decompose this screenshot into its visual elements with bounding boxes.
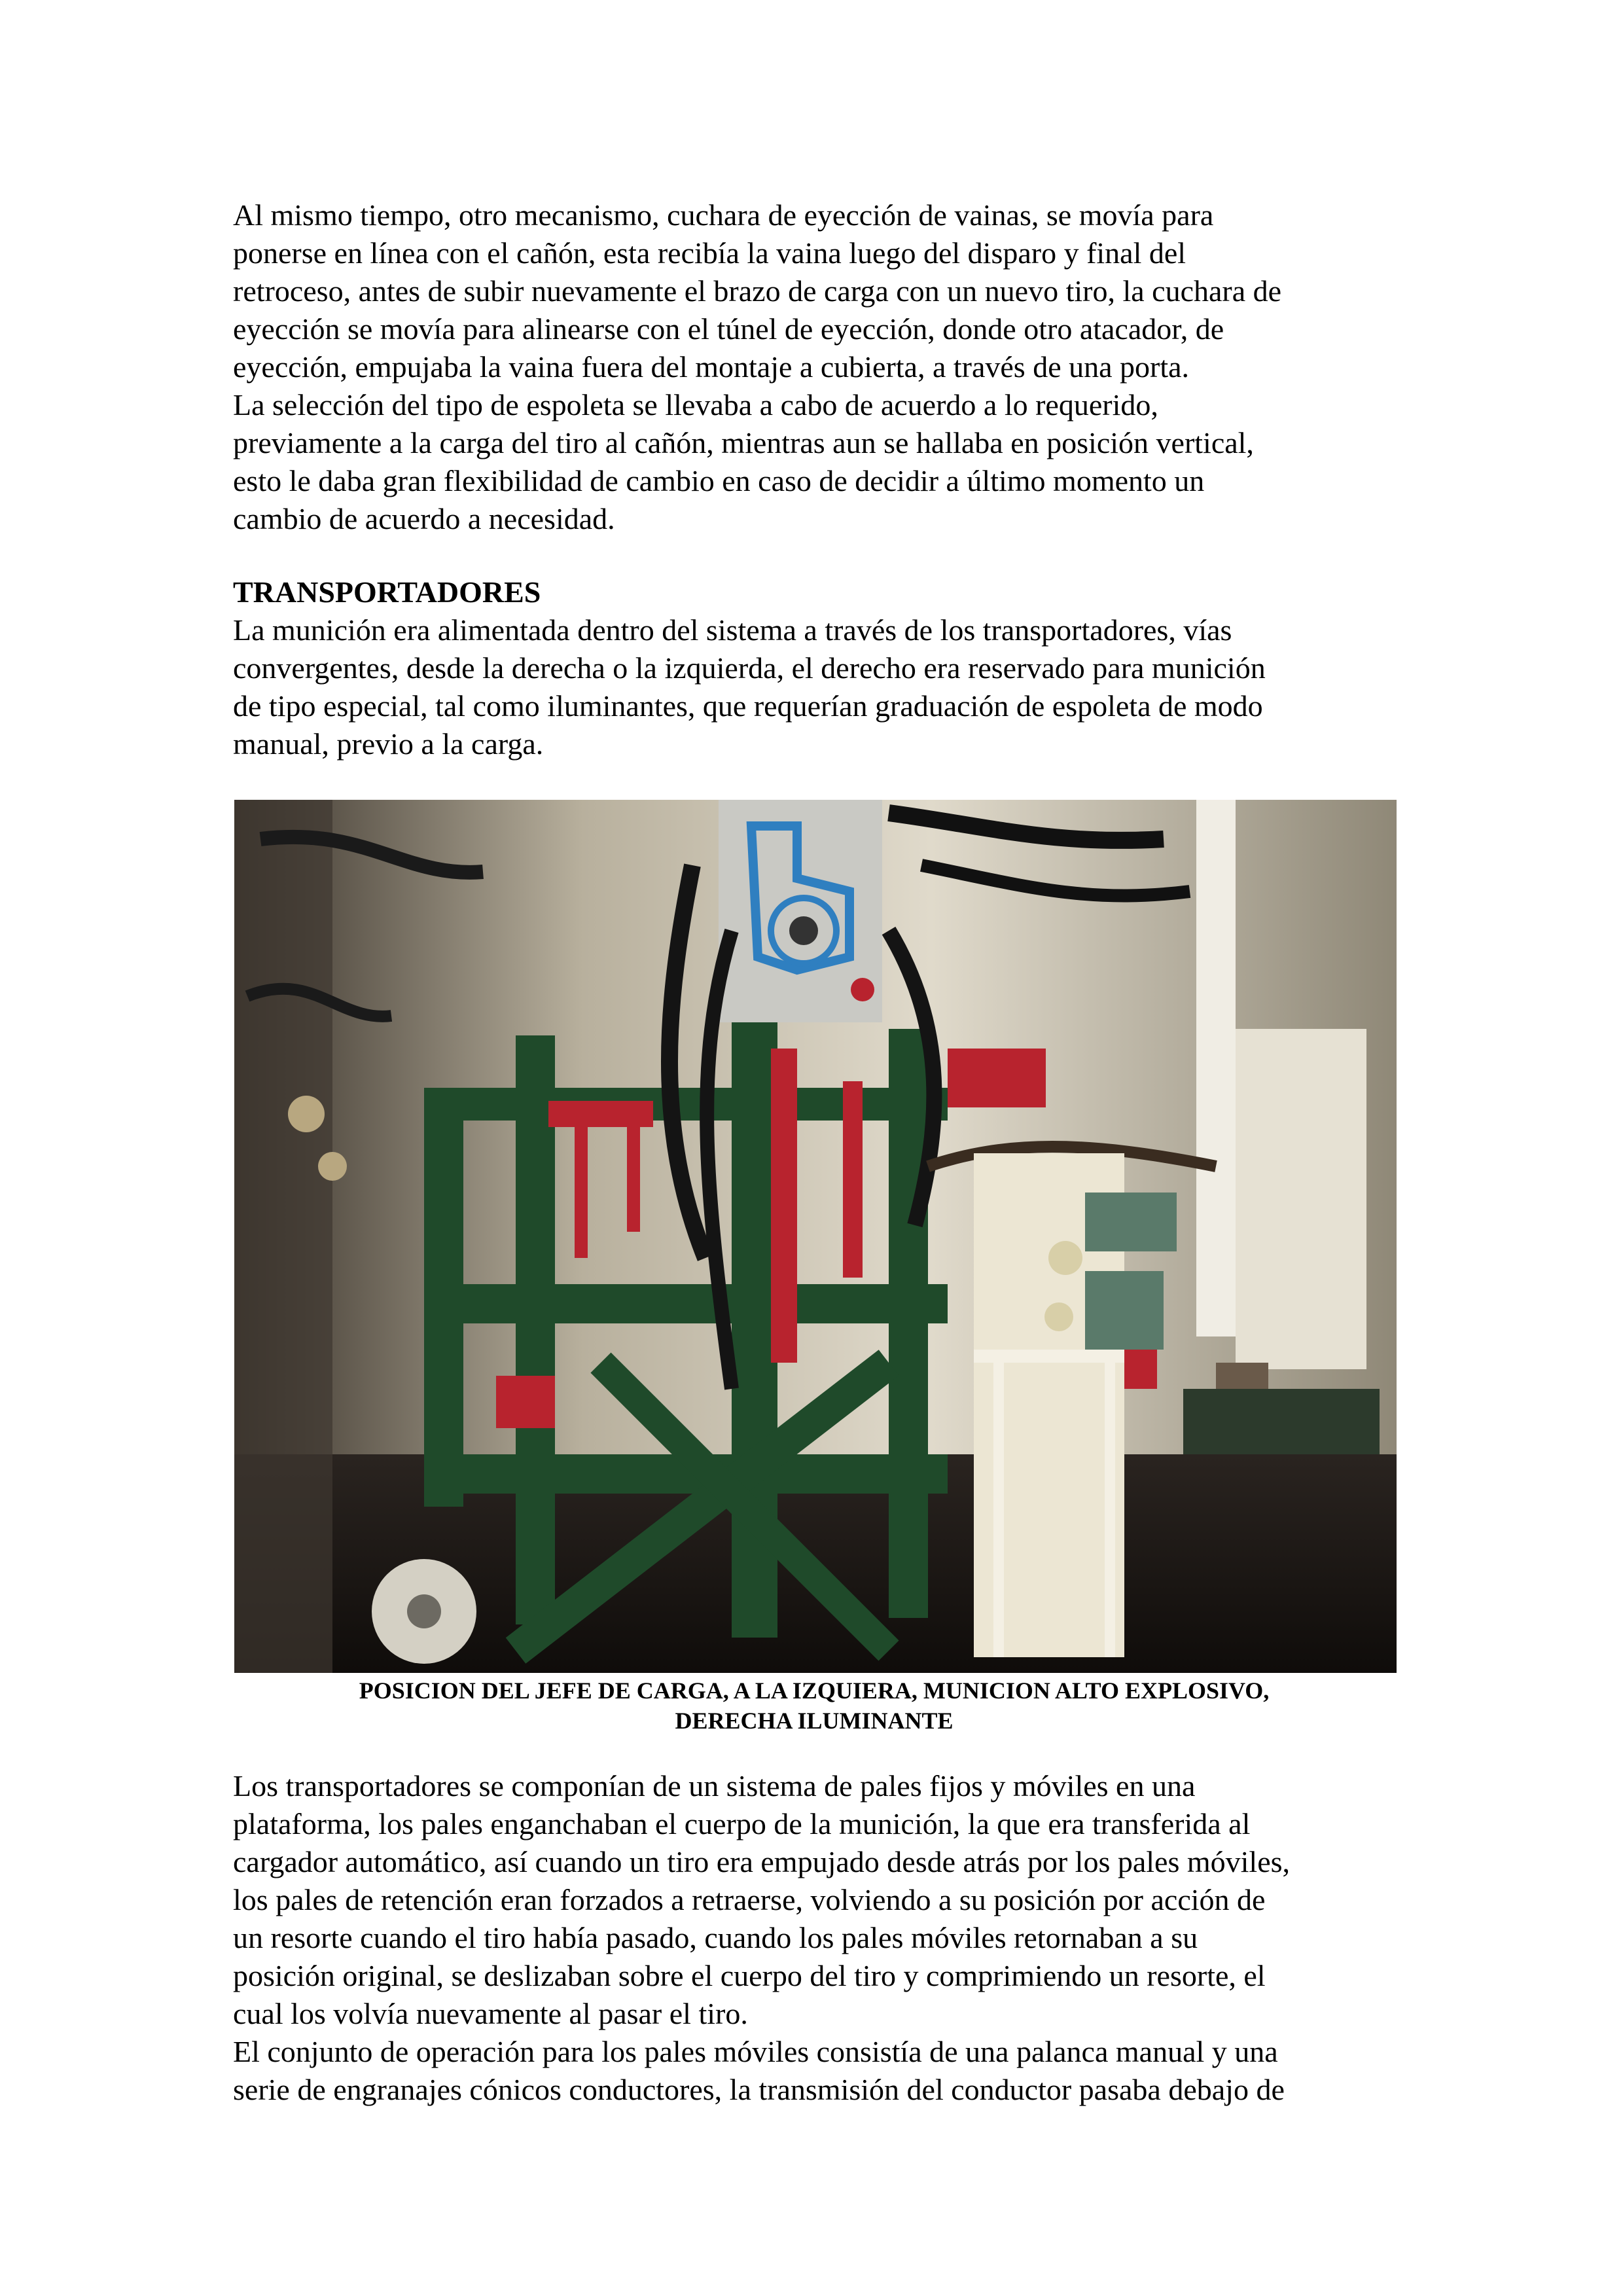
text-line: La selección del tipo de espoleta se llevaba a cabo de acuerdo a lo requerido, (233, 388, 1158, 422)
paragraph-block-transporters (233, 611, 1395, 763)
paragraph-block-ejection (233, 196, 1395, 538)
caption-line-1: POSICION DEL JEFE DE CARGA, A LA IZQUIERA, MUNICION ALTO EXPLOSIVO, (359, 1677, 1270, 1704)
text-line: previamente a la carga del tiro al cañón, mientras aun se hallaba en posición vertical, (233, 426, 1254, 459)
text-line: retroceso, antes de subir nuevamente el brazo de carga con un nuevo tiro, la cuchara de (233, 274, 1282, 308)
text-line: plataforma, los pales enganchaban el cuerpo de la munición, la que era transferida al (233, 1807, 1251, 1840)
machinery-photo (234, 800, 1397, 1673)
caption-line-2: DERECHA ILUMINANTE (675, 1708, 954, 1734)
text-line: manual, previo a la carga. (233, 727, 544, 761)
text-line: cual los volvía nuevamente al pasar el tiro. (233, 1997, 748, 2030)
section-heading: TRANSPORTADORES (233, 575, 541, 609)
text-line: eyección, empujaba la vaina fuera del montaje a cubierta, a través de una porta. (233, 350, 1190, 384)
text-line: Los transportadores se componían de un sistema de pales fijos y móviles en una (233, 1769, 1196, 1803)
text-line: cargador automático, así cuando un tiro era empujado desde atrás por los pales móviles, (233, 1845, 1291, 1878)
paragraph-block-pallets (233, 1767, 1395, 2109)
photo-caption (233, 1676, 1395, 1736)
text-line: un resorte cuando el tiro había pasado, cuando los pales móviles retornaban a su (233, 1921, 1198, 1954)
text-line: serie de engranajes cónicos conductores, la transmisión del conductor pasaba debajo de (233, 2073, 1285, 2106)
text-line: eyección se movía para alinearse con el túnel de eyección, donde otro atacador, de (233, 312, 1224, 346)
text-line: esto le daba gran flexibilidad de cambio en caso de decidir a último momento un (233, 464, 1205, 497)
text-line: El conjunto de operación para los pales móviles consistía de una palanca manual y una (233, 2035, 1278, 2068)
text-line: cambio de acuerdo a necesidad. (233, 502, 615, 535)
machinery-photo-illustration (234, 800, 1397, 1673)
text-line: de tipo especial, tal como iluminantes, que requerían graduación de espoleta de modo (233, 689, 1263, 723)
text-line: ponerse en línea con el cañón, esta recibía la vaina luego del disparo y final del (233, 236, 1186, 270)
text-line: La munición era alimentada dentro del sistema a través de los transportadores, vías (233, 613, 1232, 647)
text-line: convergentes, desde la derecha o la izquierda, el derecho era reservado para munición (233, 651, 1266, 685)
text-line: los pales de retención eran forzados a retraerse, volviendo a su posición por acción de (233, 1883, 1266, 1916)
text-line: Al mismo tiempo, otro mecanismo, cuchara de eyección de vainas, se movía para (233, 198, 1214, 232)
text-line: posición original, se deslizaban sobre el cuerpo del tiro y comprimiendo un resorte, el (233, 1959, 1266, 1992)
